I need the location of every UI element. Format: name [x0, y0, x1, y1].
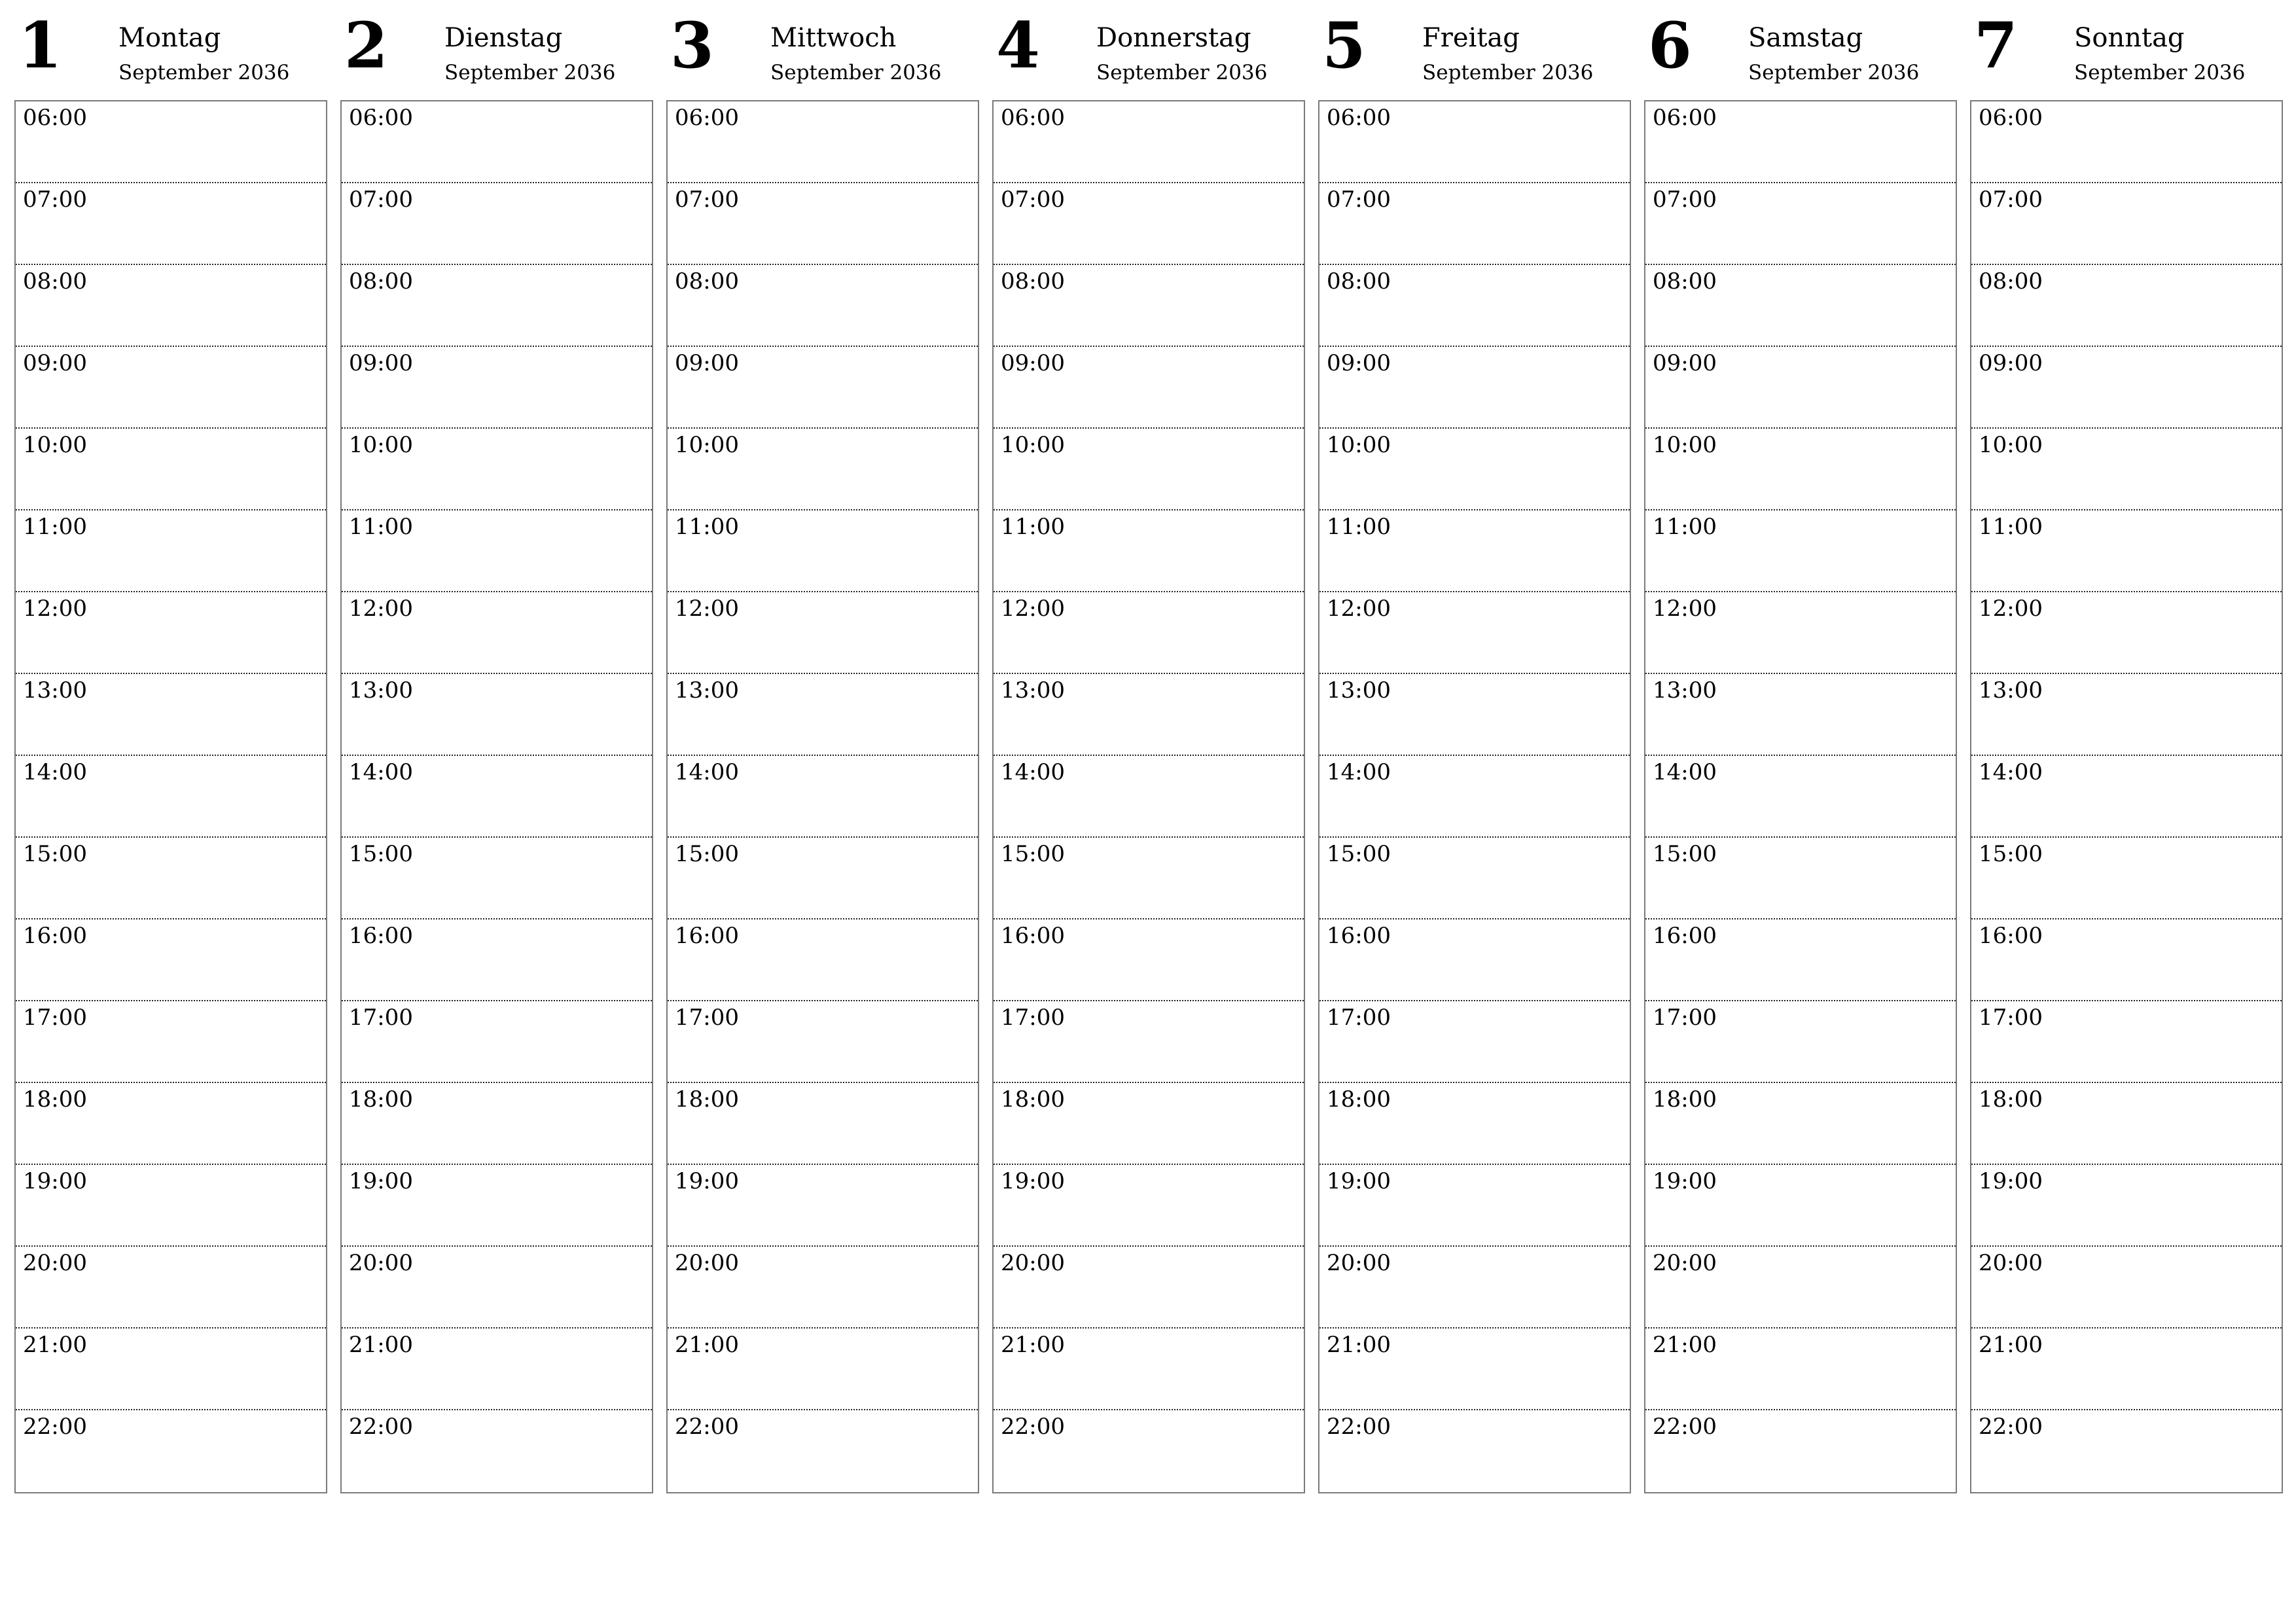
hour-slot[interactable] — [668, 838, 978, 919]
hour-label: 08:00 — [349, 268, 413, 294]
hour-label: 07:00 — [23, 187, 87, 213]
day-number: 6 — [1648, 9, 1692, 82]
hour-slot[interactable] — [1319, 1083, 1630, 1165]
hour-label: 15:00 — [1653, 841, 1717, 867]
hour-label: 16:00 — [1653, 923, 1717, 949]
hour-slot[interactable] — [1645, 592, 1956, 674]
hour-label: 18:00 — [1653, 1086, 1717, 1113]
hour-slot[interactable] — [994, 1247, 1304, 1329]
hour-slot[interactable] — [668, 183, 978, 265]
hour-label: 08:00 — [1979, 268, 2043, 294]
hour-label: 11:00 — [1001, 514, 1065, 540]
hour-slot[interactable] — [668, 674, 978, 756]
hour-slot[interactable] — [342, 1410, 652, 1492]
hour-slot[interactable] — [1645, 756, 1956, 838]
hour-label: 11:00 — [1327, 514, 1391, 540]
hour-grid — [14, 100, 327, 1493]
hour-slot[interactable] — [1319, 183, 1630, 265]
hour-slot[interactable] — [16, 183, 326, 265]
hour-slot[interactable] — [668, 1083, 978, 1165]
hour-slot[interactable] — [668, 429, 978, 510]
hour-slot[interactable] — [342, 1083, 652, 1165]
hour-slot[interactable] — [1319, 429, 1630, 510]
day-number: 5 — [1322, 9, 1366, 82]
hour-label: 12:00 — [1327, 596, 1391, 622]
hour-label: 17:00 — [23, 1005, 87, 1031]
hour-slot[interactable] — [1319, 838, 1630, 919]
hour-label: 17:00 — [1653, 1005, 1717, 1031]
hour-label: 15:00 — [675, 841, 739, 867]
hour-label: 06:00 — [1979, 105, 2043, 131]
day-header — [340, 0, 653, 98]
hour-label: 22:00 — [675, 1414, 739, 1440]
hour-slot[interactable] — [16, 1410, 326, 1492]
hour-label: 10:00 — [23, 432, 87, 458]
hour-slot[interactable] — [994, 265, 1304, 347]
hour-label: 18:00 — [1001, 1086, 1065, 1113]
day-header — [14, 0, 327, 98]
hour-slot[interactable] — [16, 919, 326, 1001]
hour-label: 20:00 — [1653, 1250, 1717, 1276]
hour-slot[interactable] — [994, 592, 1304, 674]
hour-label: 13:00 — [23, 677, 87, 704]
hour-slot[interactable] — [668, 1165, 978, 1247]
hour-slot[interactable] — [342, 674, 652, 756]
hour-label: 20:00 — [1327, 1250, 1391, 1276]
hour-label: 15:00 — [1001, 841, 1065, 867]
hour-label: 12:00 — [349, 596, 413, 622]
hour-slot[interactable] — [342, 756, 652, 838]
hour-label: 20:00 — [675, 1250, 739, 1276]
hour-label: 22:00 — [1979, 1414, 2043, 1440]
day-month: September 2036 — [2074, 61, 2246, 84]
hour-slot[interactable] — [994, 1083, 1304, 1165]
hour-label: 21:00 — [349, 1332, 413, 1358]
hour-label: 09:00 — [23, 350, 87, 376]
hour-slot[interactable] — [16, 838, 326, 919]
hour-label: 18:00 — [675, 1086, 739, 1113]
day-header — [1644, 0, 1957, 98]
hour-label: 14:00 — [1001, 759, 1065, 785]
hour-label: 14:00 — [675, 759, 739, 785]
hour-slot[interactable] — [342, 1247, 652, 1329]
hour-label: 19:00 — [1327, 1168, 1391, 1194]
day-header — [992, 0, 1305, 98]
hour-slot[interactable] — [1971, 1410, 2282, 1492]
hour-label: 21:00 — [1979, 1332, 2043, 1358]
hour-slot[interactable] — [1971, 1001, 2282, 1083]
hour-label: 08:00 — [675, 268, 739, 294]
hour-slot[interactable] — [1319, 347, 1630, 429]
hour-slot[interactable] — [1645, 429, 1956, 510]
hour-label: 12:00 — [1979, 596, 2043, 622]
hour-label: 08:00 — [1327, 268, 1391, 294]
hour-label: 14:00 — [1327, 759, 1391, 785]
hour-label: 18:00 — [1327, 1086, 1391, 1113]
hour-label: 21:00 — [1653, 1332, 1717, 1358]
hour-slot[interactable] — [16, 510, 326, 592]
hour-label: 13:00 — [1653, 677, 1717, 704]
hour-slot[interactable] — [1645, 919, 1956, 1001]
hour-label: 11:00 — [23, 514, 87, 540]
hour-slot[interactable] — [1971, 429, 2282, 510]
day-number: 4 — [996, 9, 1040, 82]
hour-slot[interactable] — [1971, 919, 2282, 1001]
hour-slot[interactable] — [668, 1410, 978, 1492]
day-number: 7 — [1974, 9, 2018, 82]
hour-slot[interactable] — [1645, 347, 1956, 429]
hour-slot[interactable] — [16, 674, 326, 756]
hour-slot[interactable] — [994, 838, 1304, 919]
hour-slot[interactable] — [342, 919, 652, 1001]
hour-slot[interactable] — [994, 1329, 1304, 1410]
hour-slot[interactable] — [668, 101, 978, 183]
hour-label: 09:00 — [675, 350, 739, 376]
hour-label: 08:00 — [23, 268, 87, 294]
hour-label: 06:00 — [23, 105, 87, 131]
hour-slot[interactable] — [1645, 265, 1956, 347]
hour-label: 08:00 — [1653, 268, 1717, 294]
hour-grid — [666, 100, 979, 1493]
hour-slot[interactable] — [16, 592, 326, 674]
hour-slot[interactable] — [1971, 183, 2282, 265]
hour-slot[interactable] — [16, 756, 326, 838]
day-name: Freitag — [1422, 23, 1520, 53]
hour-label: 06:00 — [1327, 105, 1391, 131]
hour-label: 10:00 — [349, 432, 413, 458]
hour-label: 17:00 — [1001, 1005, 1065, 1031]
hour-label: 06:00 — [1653, 105, 1717, 131]
hour-slot[interactable] — [994, 347, 1304, 429]
hour-slot[interactable] — [342, 838, 652, 919]
hour-label: 06:00 — [675, 105, 739, 131]
hour-slot[interactable] — [342, 347, 652, 429]
hour-slot[interactable] — [1645, 1410, 1956, 1492]
hour-slot[interactable] — [1319, 1247, 1630, 1329]
hour-label: 19:00 — [1653, 1168, 1717, 1194]
hour-label: 21:00 — [23, 1332, 87, 1358]
hour-slot[interactable] — [1971, 756, 2282, 838]
hour-label: 16:00 — [23, 923, 87, 949]
hour-label: 08:00 — [1001, 268, 1065, 294]
hour-slot[interactable] — [1645, 510, 1956, 592]
hour-slot[interactable] — [342, 183, 652, 265]
hour-label: 09:00 — [349, 350, 413, 376]
hour-label: 09:00 — [1979, 350, 2043, 376]
day-name: Donnerstag — [1096, 23, 1251, 53]
hour-slot[interactable] — [1971, 1083, 2282, 1165]
hour-slot[interactable] — [16, 347, 326, 429]
hour-slot[interactable] — [342, 1329, 652, 1410]
hour-label: 11:00 — [1653, 514, 1717, 540]
hour-label: 07:00 — [675, 187, 739, 213]
day-number: 2 — [344, 9, 388, 82]
hour-slot[interactable] — [342, 510, 652, 592]
hour-slot[interactable] — [1971, 510, 2282, 592]
hour-label: 14:00 — [1653, 759, 1717, 785]
hour-label: 17:00 — [1327, 1005, 1391, 1031]
hour-label: 18:00 — [23, 1086, 87, 1113]
hour-slot[interactable] — [16, 101, 326, 183]
hour-slot[interactable] — [1971, 592, 2282, 674]
hour-slot[interactable] — [1645, 838, 1956, 919]
day-name: Mittwoch — [770, 23, 897, 53]
hour-slot[interactable] — [342, 101, 652, 183]
hour-label: 22:00 — [23, 1414, 87, 1440]
hour-label: 19:00 — [675, 1168, 739, 1194]
hour-slot[interactable] — [16, 1247, 326, 1329]
hour-slot[interactable] — [1971, 1329, 2282, 1410]
hour-label: 11:00 — [1979, 514, 2043, 540]
day-header — [666, 0, 979, 98]
hour-slot[interactable] — [1971, 1165, 2282, 1247]
hour-slot[interactable] — [1645, 1083, 1956, 1165]
hour-slot[interactable] — [1645, 183, 1956, 265]
hour-slot[interactable] — [16, 1165, 326, 1247]
hour-label: 14:00 — [23, 759, 87, 785]
hour-slot[interactable] — [342, 592, 652, 674]
hour-slot[interactable] — [342, 265, 652, 347]
hour-label: 22:00 — [1653, 1414, 1717, 1440]
day-month: September 2036 — [770, 61, 942, 84]
day-header — [1318, 0, 1631, 98]
day-name: Montag — [118, 23, 221, 53]
hour-label: 13:00 — [675, 677, 739, 704]
hour-label: 19:00 — [349, 1168, 413, 1194]
hour-slot[interactable] — [16, 1001, 326, 1083]
hour-label: 12:00 — [1653, 596, 1717, 622]
hour-label: 10:00 — [1327, 432, 1391, 458]
hour-label: 10:00 — [1979, 432, 2043, 458]
hour-slot[interactable] — [668, 592, 978, 674]
hour-slot[interactable] — [668, 1001, 978, 1083]
hour-slot[interactable] — [1319, 1410, 1630, 1492]
day-header — [1970, 0, 2283, 98]
hour-label: 10:00 — [675, 432, 739, 458]
hour-slot[interactable] — [1645, 101, 1956, 183]
hour-slot[interactable] — [342, 429, 652, 510]
hour-label: 18:00 — [349, 1086, 413, 1113]
hour-label: 07:00 — [1001, 187, 1065, 213]
hour-slot[interactable] — [1319, 510, 1630, 592]
hour-label: 13:00 — [1327, 677, 1391, 704]
day-number: 1 — [18, 9, 62, 82]
hour-label: 07:00 — [1327, 187, 1391, 213]
hour-label: 20:00 — [349, 1250, 413, 1276]
hour-label: 09:00 — [1653, 350, 1717, 376]
hour-label: 20:00 — [1979, 1250, 2043, 1276]
hour-slot[interactable] — [668, 1329, 978, 1410]
hour-label: 13:00 — [349, 677, 413, 704]
hour-label: 13:00 — [1979, 677, 2043, 704]
day-month: September 2036 — [444, 61, 616, 84]
hour-slot[interactable] — [1645, 1001, 1956, 1083]
hour-label: 09:00 — [1001, 350, 1065, 376]
hour-label: 14:00 — [349, 759, 413, 785]
hour-slot[interactable] — [994, 1001, 1304, 1083]
hour-label: 11:00 — [349, 514, 413, 540]
hour-slot[interactable] — [342, 1001, 652, 1083]
hour-slot[interactable] — [16, 1083, 326, 1165]
hour-slot[interactable] — [1319, 674, 1630, 756]
hour-label: 21:00 — [1327, 1332, 1391, 1358]
day-name: Samstag — [1748, 23, 1863, 53]
day-number: 3 — [670, 9, 714, 82]
hour-label: 17:00 — [675, 1005, 739, 1031]
hour-slot[interactable] — [668, 919, 978, 1001]
hour-slot[interactable] — [1971, 347, 2282, 429]
hour-label: 12:00 — [1001, 596, 1065, 622]
hour-slot[interactable] — [1971, 265, 2282, 347]
day-month: September 2036 — [1422, 61, 1594, 84]
hour-slot[interactable] — [668, 756, 978, 838]
day-month: September 2036 — [1096, 61, 1268, 84]
hour-label: 06:00 — [349, 105, 413, 131]
day-name: Dienstag — [444, 23, 563, 53]
hour-slot[interactable] — [994, 101, 1304, 183]
hour-label: 20:00 — [23, 1250, 87, 1276]
hour-grid — [1970, 100, 2283, 1493]
hour-slot[interactable] — [994, 756, 1304, 838]
hour-label: 15:00 — [23, 841, 87, 867]
hour-slot[interactable] — [1319, 101, 1630, 183]
hour-label: 19:00 — [1001, 1168, 1065, 1194]
hour-label: 17:00 — [349, 1005, 413, 1031]
hour-slot[interactable] — [994, 1410, 1304, 1492]
hour-label: 16:00 — [675, 923, 739, 949]
hour-label: 16:00 — [1327, 923, 1391, 949]
hour-label: 16:00 — [1979, 923, 2043, 949]
day-name: Sonntag — [2074, 23, 2185, 53]
hour-grid — [1318, 100, 1631, 1493]
hour-label: 11:00 — [675, 514, 739, 540]
hour-label: 15:00 — [349, 841, 413, 867]
hour-slot[interactable] — [1319, 919, 1630, 1001]
hour-label: 10:00 — [1653, 432, 1717, 458]
hour-slot[interactable] — [1971, 1247, 2282, 1329]
hour-label: 18:00 — [1979, 1086, 2043, 1113]
hour-slot[interactable] — [994, 1165, 1304, 1247]
hour-slot[interactable] — [668, 1247, 978, 1329]
hour-slot[interactable] — [668, 510, 978, 592]
hour-label: 21:00 — [675, 1332, 739, 1358]
day-month: September 2036 — [118, 61, 290, 84]
hour-label: 15:00 — [1327, 841, 1391, 867]
hour-slot[interactable] — [994, 919, 1304, 1001]
hour-slot[interactable] — [1319, 756, 1630, 838]
hour-slot[interactable] — [1971, 101, 2282, 183]
hour-label: 15:00 — [1979, 841, 2043, 867]
hour-label: 22:00 — [1327, 1414, 1391, 1440]
hour-label: 09:00 — [1327, 350, 1391, 376]
hour-label: 12:00 — [23, 596, 87, 622]
hour-label: 22:00 — [349, 1414, 413, 1440]
hour-slot[interactable] — [994, 429, 1304, 510]
hour-label: 07:00 — [1653, 187, 1717, 213]
hour-label: 13:00 — [1001, 677, 1065, 704]
hour-label: 12:00 — [675, 596, 739, 622]
hour-grid — [340, 100, 653, 1493]
hour-label: 19:00 — [23, 1168, 87, 1194]
hour-label: 20:00 — [1001, 1250, 1065, 1276]
hour-slot[interactable] — [994, 183, 1304, 265]
hour-grid — [1644, 100, 1957, 1493]
hour-slot[interactable] — [668, 265, 978, 347]
hour-slot[interactable] — [1319, 592, 1630, 674]
hour-label: 22:00 — [1001, 1414, 1065, 1440]
hour-label: 16:00 — [349, 923, 413, 949]
hour-slot[interactable] — [1319, 1165, 1630, 1247]
hour-label: 07:00 — [1979, 187, 2043, 213]
hour-slot[interactable] — [342, 1165, 652, 1247]
hour-slot[interactable] — [16, 429, 326, 510]
hour-slot[interactable] — [16, 265, 326, 347]
day-month: September 2036 — [1748, 61, 1920, 84]
hour-label: 07:00 — [349, 187, 413, 213]
hour-label: 21:00 — [1001, 1332, 1065, 1358]
hour-slot[interactable] — [1645, 1247, 1956, 1329]
hour-slot[interactable] — [1645, 1329, 1956, 1410]
hour-slot[interactable] — [1319, 1329, 1630, 1410]
hour-slot[interactable] — [668, 347, 978, 429]
hour-slot[interactable] — [1971, 838, 2282, 919]
hour-slot[interactable] — [1645, 674, 1956, 756]
hour-slot[interactable] — [1971, 674, 2282, 756]
hour-label: 19:00 — [1979, 1168, 2043, 1194]
hour-label: 06:00 — [1001, 105, 1065, 131]
hour-slot[interactable] — [1645, 1165, 1956, 1247]
hour-slot[interactable] — [994, 510, 1304, 592]
hour-slot[interactable] — [1319, 1001, 1630, 1083]
hour-label: 14:00 — [1979, 759, 2043, 785]
hour-label: 16:00 — [1001, 923, 1065, 949]
hour-label: 17:00 — [1979, 1005, 2043, 1031]
hour-slot[interactable] — [994, 674, 1304, 756]
hour-slot[interactable] — [16, 1329, 326, 1410]
hour-slot[interactable] — [1319, 265, 1630, 347]
hour-label: 10:00 — [1001, 432, 1065, 458]
hour-grid — [992, 100, 1305, 1493]
